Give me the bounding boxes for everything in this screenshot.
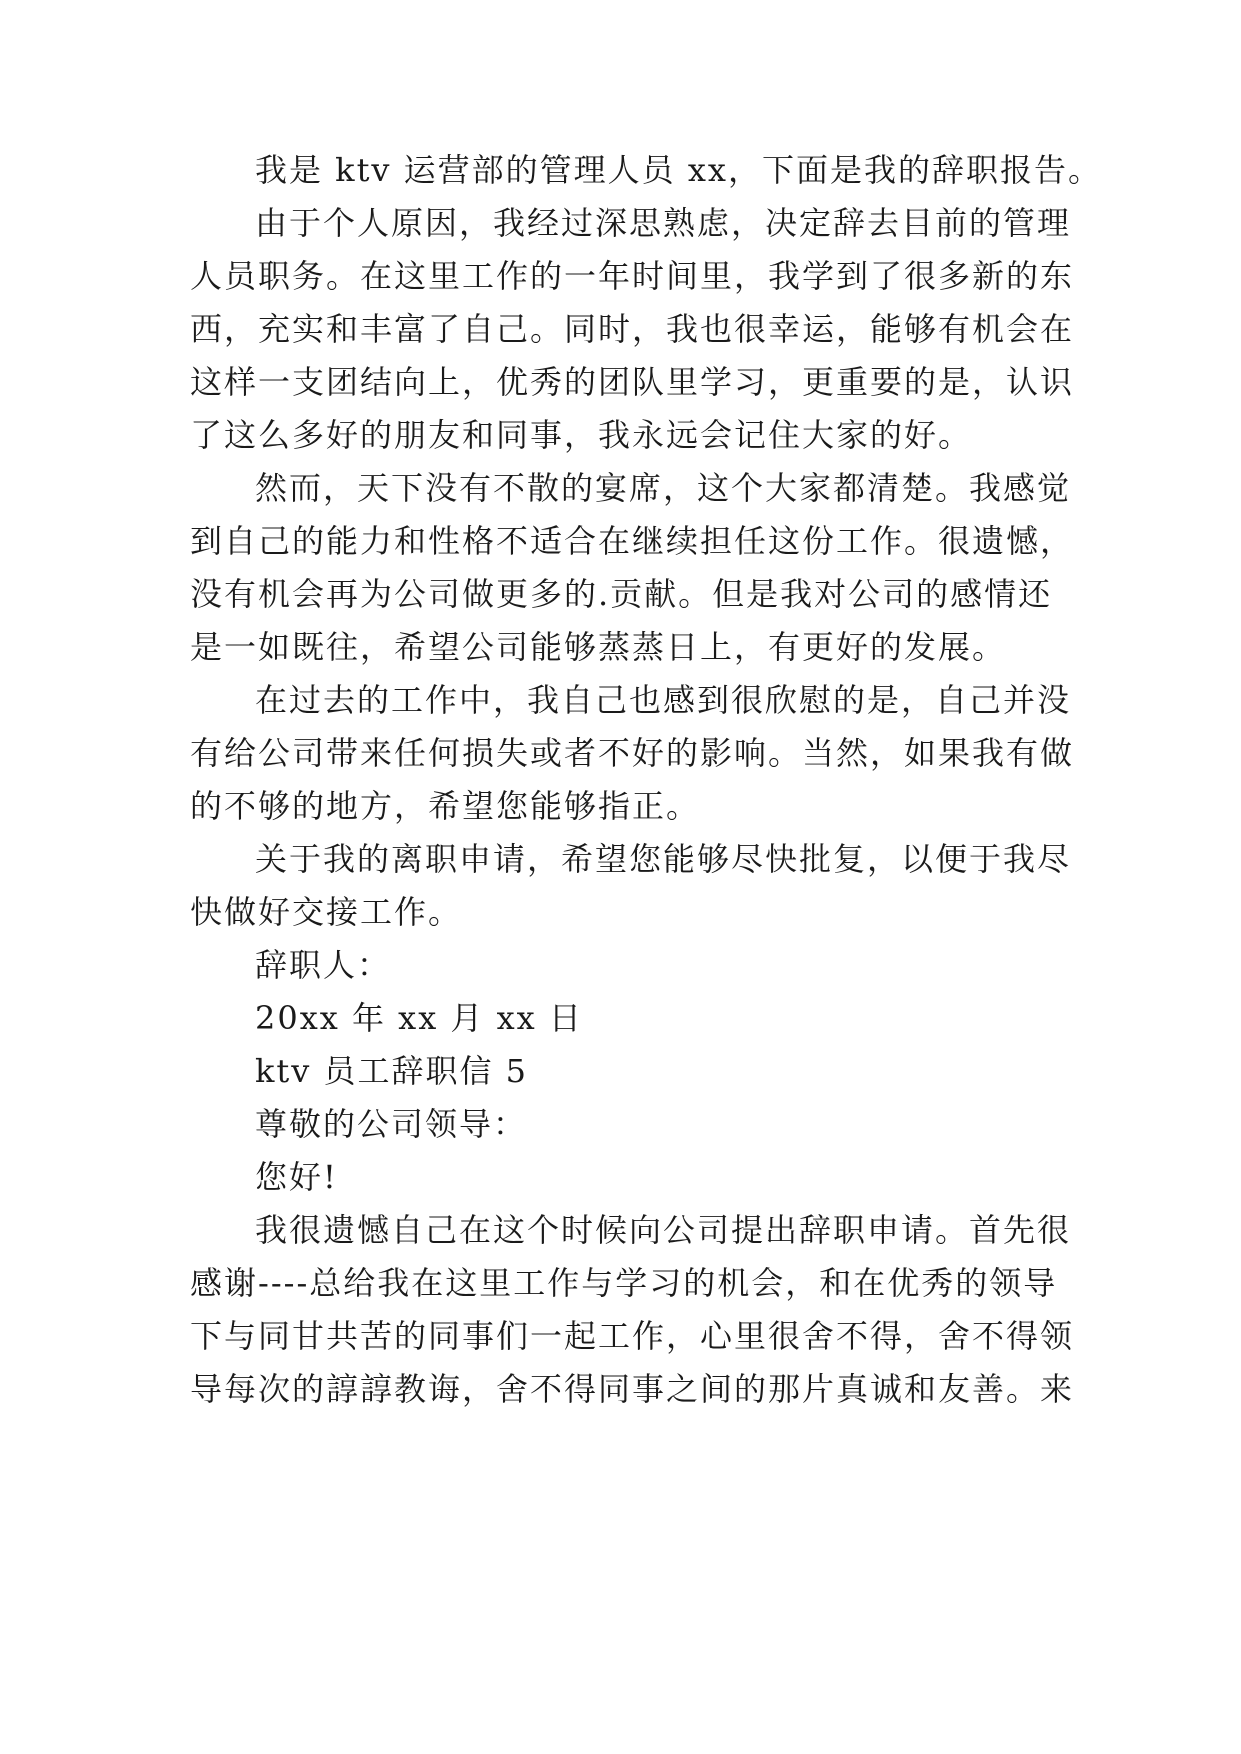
text-line: 尊敬的公司领导： xyxy=(255,1105,528,1143)
text-line: 您好! xyxy=(255,1158,338,1196)
text-line: 由于个人原因，我经过深思熟虑，决定辞去目前的管理 xyxy=(255,204,1072,242)
text-line: 人员职务。在这里工作的一年时间里，我学到了很多新的东 xyxy=(190,257,1075,295)
text-line: 快做好交接工作。 xyxy=(190,893,463,931)
text-line: 导每次的諄諄教诲，舍不得同事之间的那片真诚和友善。来 xyxy=(190,1370,1075,1408)
text-line: 我很遗憾自己在这个时候向公司提出辞职申请。首先很 xyxy=(255,1211,1072,1249)
text-line: ktv 员工辞职信 5 xyxy=(255,1052,529,1090)
text-line: 有给公司带来任何损失或者不好的影响。当然，如果我有做 xyxy=(190,734,1075,772)
text-line: 辞职人： xyxy=(255,946,392,984)
text-line: 下与同甘共苦的同事们一起工作，心里很舍不得，舍不得领 xyxy=(190,1317,1075,1355)
text-line: 在过去的工作中，我自己也感到很欣慰的是，自己并没 xyxy=(255,681,1072,719)
text-line: 感谢----总给我在这里工作与学习的机会，和在优秀的领导 xyxy=(190,1264,1058,1302)
text-line: 到自己的能力和性格不适合在继续担任这份工作。很遗憾， xyxy=(190,522,1075,560)
text-line: 的不够的地方，希望您能够指正。 xyxy=(190,787,701,825)
text-line: 这样一支团结向上，优秀的团队里学习，更重要的是，认识 xyxy=(190,363,1075,401)
text-line: 是一如既往，希望公司能够蒸蒸日上，有更好的发展。 xyxy=(190,628,1007,666)
text-line: 然而，天下没有不散的宴席，这个大家都清楚。我感觉 xyxy=(255,469,1072,507)
text-line: 20xx 年 xx 月 xx 日 xyxy=(255,999,583,1037)
text-line: 没有机会再为公司做更多的.贡献。但是我对公司的感情还 xyxy=(190,575,1053,613)
text-line: 了这么多好的朋友和同事，我永远会记住大家的好。 xyxy=(190,416,973,454)
text-line: 关于我的离职申请，希望您能够尽快批复，以便于我尽 xyxy=(255,840,1072,878)
text-line: 我是 ktv 运营部的管理人员 xx，下面是我的辞职报告。 xyxy=(255,151,1102,189)
text-line: 西，充实和丰富了自己。同时，我也很幸运，能够有机会在 xyxy=(190,310,1075,348)
